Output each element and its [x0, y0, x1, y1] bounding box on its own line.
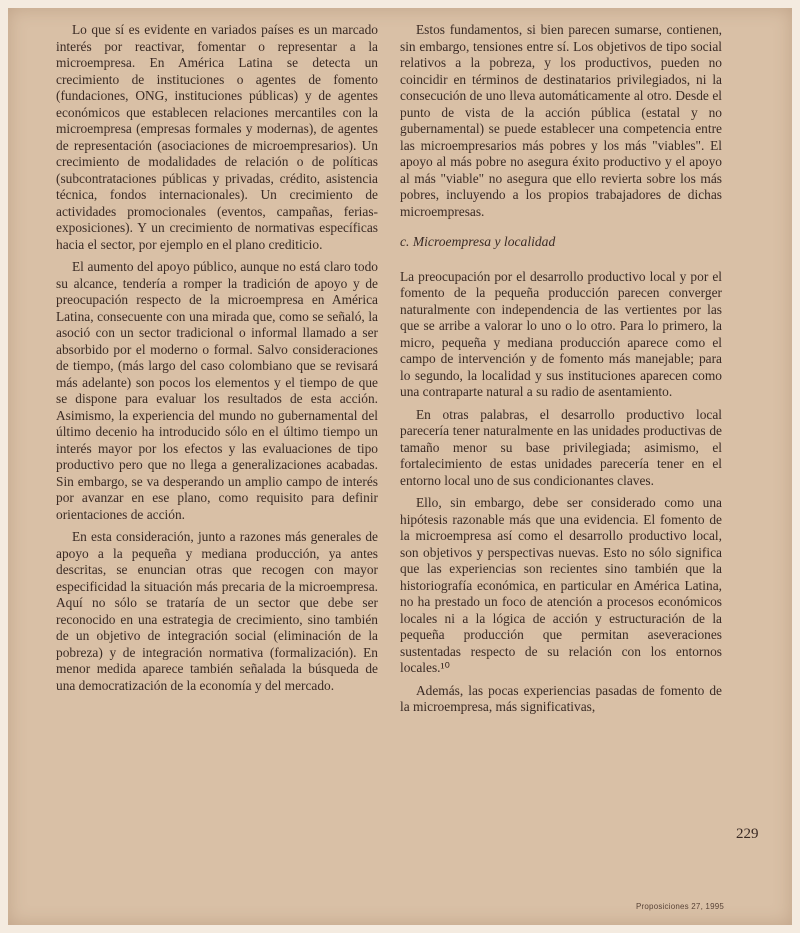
right-paragraph-3: Ello, sin embargo, debe ser considerado como una hipótesis razonable más que una evidencia. El fomento de la microempresa así como el desarrollo productivo local, son objetivos y perspectivas nuevas. Esto no sólo significa que las experiencias son recientes sino también que la historiografía económica, en particular en América Latina, no ha prestado un foco de atención a procesos económicos locales ni a la lógica de acción y estructuración de la pequeña producción que permitan aseveraciones sustentadas respecto de su relación con los entornos locales.¹⁰: [400, 495, 722, 675]
left-paragraph-2: El aumento del apoyo público, aunque no está claro todo su alcance, tendería a romper la tradición de apoyo y de preocupación respecto de la microempresa en América Latina, consecuente con una mirada que, como se señaló, la asoció con un sector tradicional o informal llamado a ser absorbido por el moderno o formal. Salvo consideraciones de tiempo, (más largo del caso colombiano que se revisará más adelante) son pocos los elementos y el tiempo de que se dispone para evaluar los resultados de esta acción. Asimismo, la experiencia del mundo no gubernamental del último decenio ha introducido sólo en el último tiempo un interés mayor por los efectos y las evaluaciones de tipo productivo pero que no llega a generalizaciones acabadas. Sin embargo, se va desperando un amplio campo de interés por avanzar en ese plano, como requisito para definir orientaciones de acción.: [56, 259, 378, 522]
page-number: 229: [736, 826, 759, 842]
journal-footer: Proposiciones 27, 1995: [636, 902, 725, 911]
left-paragraph-3: En esta consideración, junto a razones más generales de apoyo a la pequeña y mediana producción, ya antes descritas, se enuncian otras que recogen con mayor especificidad la situación más precaria de la microempresa. Aquí no sólo se trataría de un sector que debe ser reconocido en una estrategia de crecimiento, sino también de un objetivo de integración social (eliminación de la pobreza) y de integración normativa (formalización). En menor medida aparece también señalada la búsqueda de una democratización de la economía y del mercado.: [56, 529, 378, 693]
left-column: [56, 22, 378, 700]
left-paragraph-1: Lo que sí es evidente en variados países es un marcado interés por reactivar, fomentar o representar a la microempresa. En América Latina se detecta un crecimiento de instituciones o agentes de fomento (fundaciones, ONG, instituciones públicas) y de agentes económicos que establecen relaciones mercantiles con la microempresa (empresas formales y modernas), de agentes de representación (asociaciones de microempresarios). Un crecimiento de modalidades de relación o de políticas (subcontrataciones públicas y privadas, crédito, asistencia técnica, fondos internacionales). Un crecimiento de actividades promocionales (eventos, campañas, ferias-exposiciones). Y un crecimiento de normativas específicas hacia el sector, por ejemplo en el plano crediticio.: [56, 22, 378, 252]
section-heading: c. Microempresa y localidad: [400, 234, 556, 249]
right-paragraph-1: La preocupación por el desarrollo productivo local y por el fomento de la pequeña producción parecen converger naturalmente con independencia de las vertientes por las que se arribe a valorar lo uno o lo otro. Para lo primero, la micro, pequeña y mediana producción aparece como el campo de intervención y de fomento más manejable; para lo segundo, la localidad y sus instituciones aparecen como una contraparte natural a su radio de asentamiento.: [400, 268, 722, 399]
right-paragraph-4: Además, las pocas experiencias pasadas de fomento de la microempresa, más significativas,: [400, 682, 722, 714]
right-column: [400, 22, 722, 722]
right-paragraph-2: En otras palabras, el desarrollo productivo local parecería tener naturalmente en las unidades productivas de tamaño menor su base privilegiada; asimismo, el fortalecimiento de estas unidades parecería tener en el entorno local uno de sus condicionantes claves.: [400, 406, 722, 488]
right-paragraph-intro: Estos fundamentos, si bien parecen sumarse, contienen, sin embargo, tensiones entre sí. Los objetivos de tipo social relativos a la pobreza, y los productivos, pueden no coincidir en términos de destinatarios privilegiados, ni la consecución de uno lleva automáticamente al otro. Desde el punto de vista de la acción pública (estatal y no gubernamental) se puede establecer una competencia entre las microempresarios más pobres y los más "viables". El apoyo al más pobre no asegura éxito productivo y el apoyo al más "viable" no asegura que ello revierta sobre los más pobres, incluyendo a los propios trabajadores de dichas microempresas.: [400, 22, 722, 219]
scanned-page: [8, 8, 792, 925]
